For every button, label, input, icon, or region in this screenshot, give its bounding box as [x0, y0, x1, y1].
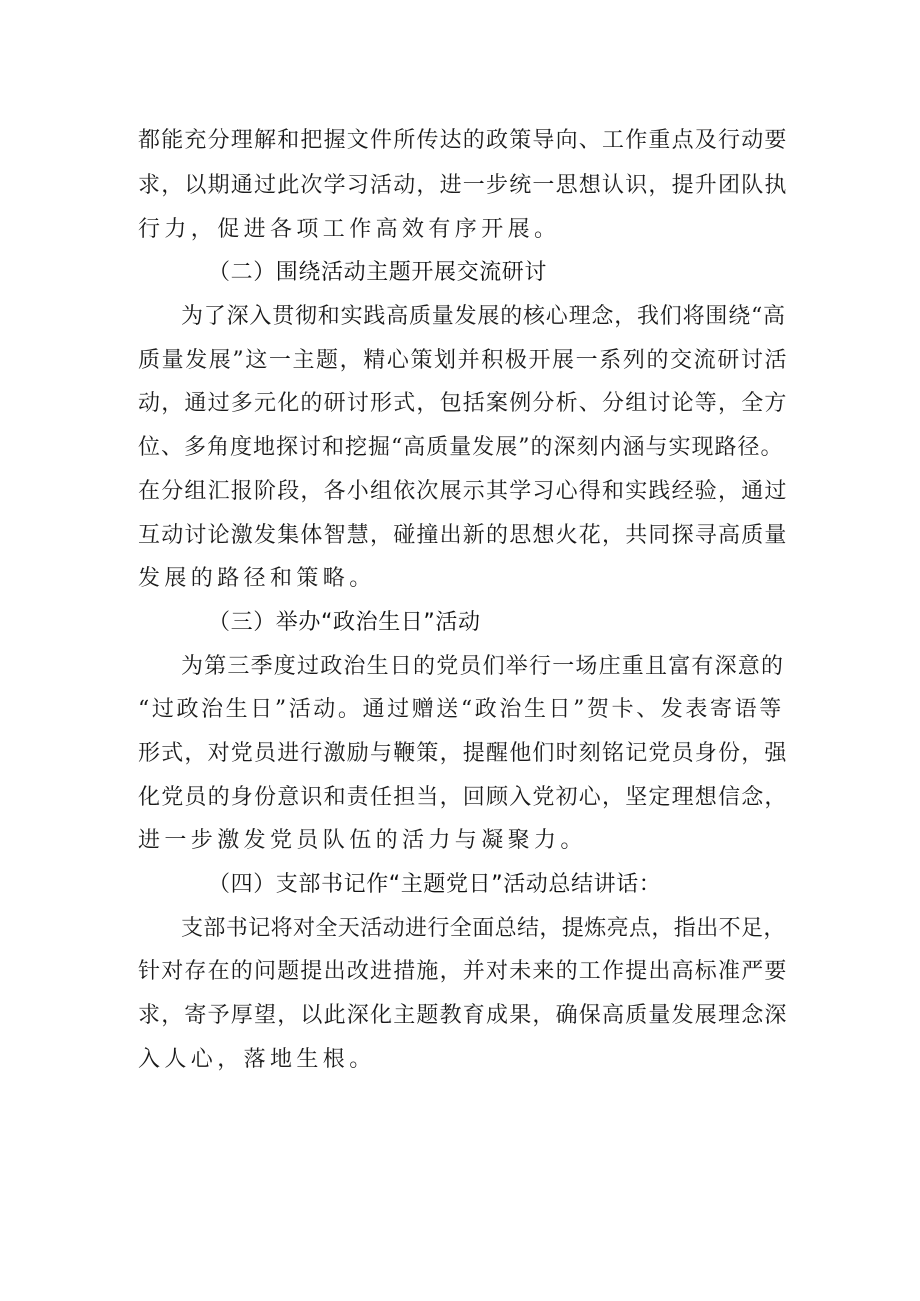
section-heading-2: （二）围绕活动主题开展交流研讨 [208, 260, 548, 285]
paragraph-2-line-5: 在分组汇报阶段，各小组依次展示其学习心得和实践经验，通过 [138, 479, 788, 504]
paragraph-3-line-3: 形式，对党员进行激励与鞭策，提醒他们时刻铭记党员身份，强 [138, 741, 788, 766]
section-heading-4: （四）支部书记作“主题党日”活动总结讲话： [208, 872, 662, 897]
paragraph-3-line-2: “过政治生日”活动。通过赠送“政治生日”贺卡、发表寄语等 [138, 697, 784, 722]
paragraph-2-line-6: 互动讨论激发集体智慧，碰撞出新的思想火花，共同探寻高质量 [138, 523, 788, 548]
paragraph-2-line-2: 质量发展”这一主题，精心策划并积极开展一系列的交流研讨活 [138, 348, 789, 373]
paragraph-4-line-1: 支部书记将对全天活动进行全面总结，提炼亮点，指出不足， [181, 916, 786, 941]
paragraph-2-line-3: 动，通过多元化的研讨形式，包括案例分析、分组讨论等，全方 [138, 391, 788, 416]
paragraph-2-line-7: 发展的路径和策略。 [138, 566, 376, 591]
paragraph-3-line-1: 为第三季度过政治生日的党员们举行一场庄重且富有深意的 [181, 654, 785, 679]
paragraph-1-line-1: 都能充分理解和把握文件所传达的政策导向、工作重点及行动要 [138, 128, 788, 153]
paragraph-4-line-4: 入人心，落地生根。 [138, 1047, 376, 1072]
paragraph-2-line-1: 为了深入贯彻和实践高质量发展的核心理念，我们将围绕“高 [181, 304, 786, 329]
paragraph-2-line-4: 位、多角度地探讨和挖掘“高质量发展”的深刻内涵与实现路径。 [138, 435, 784, 460]
paragraph-1-line-2: 求，以期通过此次学习活动，进一步统一思想认识，提升团队执 [138, 173, 788, 198]
paragraph-3-line-5: 进一步激发党员队伍的活力与凝聚力。 [138, 828, 587, 853]
paragraph-1-line-3: 行力，促进各项工作高效有序开展。 [138, 217, 561, 242]
paragraph-4-line-3: 求，寄予厚望，以此深化主题教育成果，确保高质量发展理念深 [138, 1003, 788, 1028]
section-heading-3: （三）举办“政治生日”活动 [208, 610, 481, 635]
paragraph-4-line-2: 针对存在的问题提出改进措施，并对未来的工作提出高标准严要 [138, 959, 788, 984]
paragraph-3-line-4: 化党员的身份意识和责任担当，回顾入党初心，坚定理想信念， [138, 785, 788, 810]
